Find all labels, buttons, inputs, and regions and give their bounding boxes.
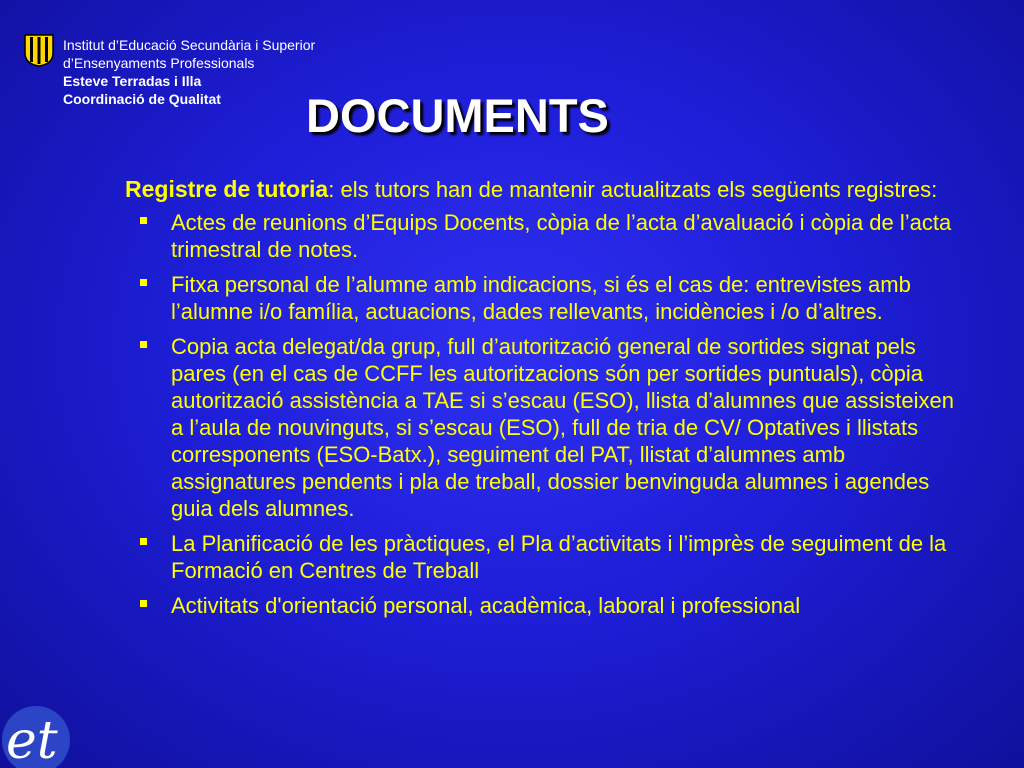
list-item-text: Activitats d'orientació personal, acadèmica, laboral i professional [171, 593, 801, 618]
list-item [125, 592, 955, 619]
list-item-text: Fitxa personal de l’alumne amb indicacions, si és el cas de: entrevistes amb l’alumne i/o família, actuacions, dades rellevants, incidències i /o d’altres. [171, 272, 911, 324]
square-bullet-icon [140, 600, 147, 607]
institute-line-2: d’Ensenyaments Professionals [63, 55, 255, 71]
square-bullet-icon [140, 341, 147, 348]
list-item [125, 530, 955, 584]
list-item-text: La Planificació de les pràctiques, el Pla d’activitats i l’imprès de seguiment de la Formació en Centres de Treball [171, 531, 947, 583]
list-item [125, 333, 955, 522]
intro-colon: : [328, 177, 335, 202]
slide-content [125, 176, 955, 627]
institute-line-1: Institut d’Educació Secundària i Superior [63, 37, 316, 53]
list-item [125, 271, 955, 325]
svg-text:et: et [6, 711, 58, 768]
intro-text: els tutors han de mantenir actualitzats els següents registres: [334, 177, 938, 202]
generalitat-emblem-icon [23, 33, 55, 67]
et-logo-icon [0, 700, 72, 768]
square-bullet-icon [140, 217, 147, 224]
bullet-list [125, 209, 955, 619]
square-bullet-icon [140, 538, 147, 545]
list-item-text: Copia acta delegat/da grup, full d’autorització general de sortides signat pels pares (en el cas de CCFF les autoritzacions són per sortides puntuals), còpia autorització assistència a TAE si s’escau (ESO), llista d’alumnes que assisteixen a l’aula de nouvinguts, si s’escau (ESO), full de tria de CV/ Optatives i llistats corresponents (ESO-Batx.), seguiment del PAT, llistat d’alumnes amb assignatures pendents i pla de treball, dossier benvinguda alumnes i agendes guia dels alumnes. [171, 334, 954, 521]
list-item-text: Actes de reunions d’Equips Docents, còpia de l’acta d’avaluació i còpia de l’acta trimestral de notes. [171, 210, 952, 262]
square-bullet-icon [140, 279, 147, 286]
list-item [125, 209, 955, 263]
intro-paragraph [125, 176, 955, 203]
school-name: Esteve Terradas i Illa [63, 73, 202, 89]
page-title: DOCUMENTS [306, 89, 609, 142]
intro-term: Registre de tutoria [125, 176, 329, 202]
department-name: Coordinació de Qualitat [63, 91, 221, 107]
institution-header [63, 36, 315, 108]
